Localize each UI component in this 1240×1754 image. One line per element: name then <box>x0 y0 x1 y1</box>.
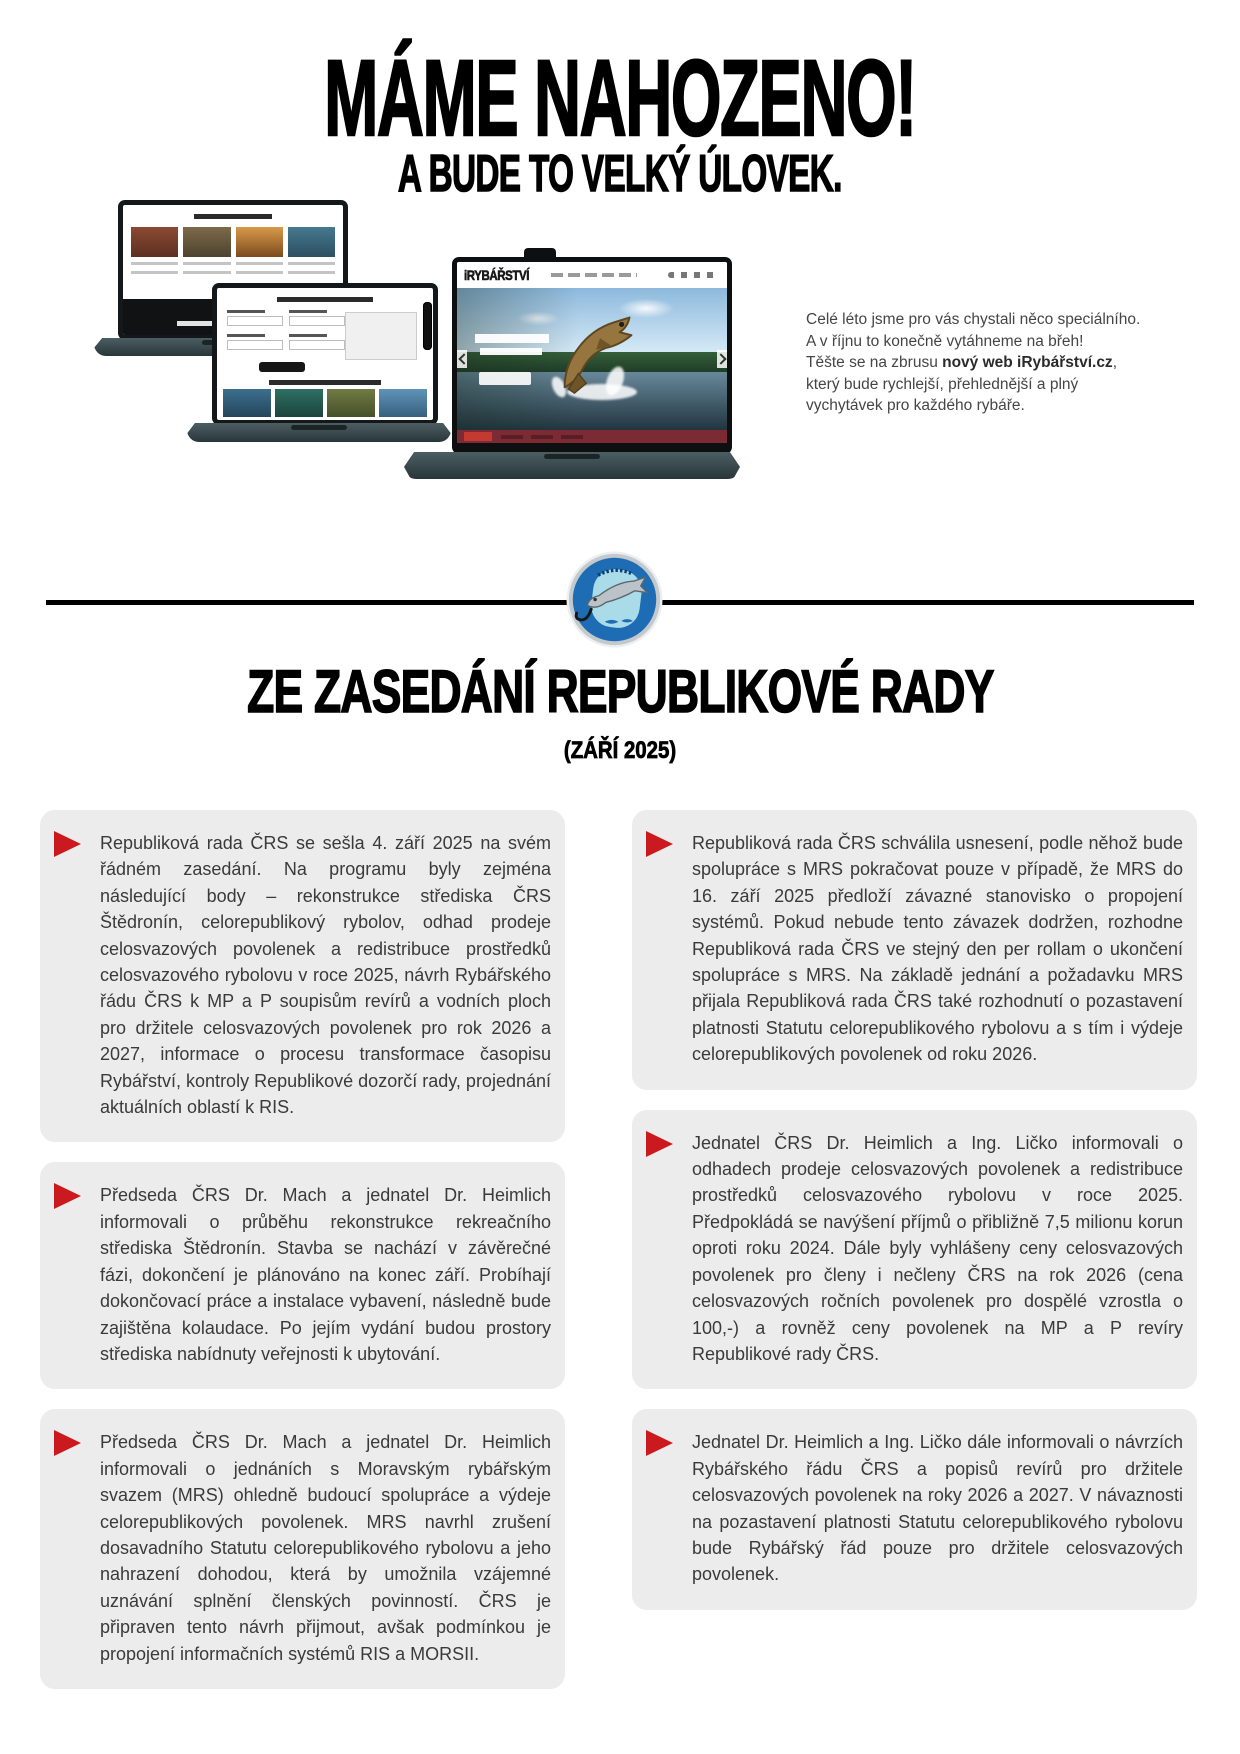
mock-input-field <box>227 310 283 327</box>
thumbnail-placeholder <box>223 389 271 417</box>
bullet-triangle-icon <box>54 831 81 857</box>
mock-submit-button <box>259 362 305 372</box>
news-column-left <box>40 810 565 1709</box>
article-card-placeholder <box>288 227 335 285</box>
news-item <box>632 1110 1197 1390</box>
nav-menu-placeholder <box>551 273 637 277</box>
news-item <box>632 1409 1197 1609</box>
headline-text: MÁME NAHOZENO! <box>324 37 916 158</box>
crs-fish-logo <box>566 551 663 648</box>
laptop-middle-screen <box>217 288 433 420</box>
news-item <box>40 1409 565 1689</box>
intro-line: který bude rychlejší, přehlednější a plný <box>806 375 1079 393</box>
website-hero <box>457 288 727 430</box>
carousel-left-arrow-icon <box>457 350 467 368</box>
section-subtitle-text: (ZÁŘÍ 2025) <box>563 737 677 764</box>
intro-line: , <box>1112 354 1117 372</box>
news-item-text: Předseda ČRS Dr. Mach a jednatel Dr. Heimlich informovali o průběhu rekonstrukce rekreačního střediska Štědronín. Stavba se nachází v závěrečné fázi, dokončení je plánováno na konec září. Probíhají dokončovací práce a instalace vybavení, následně bude zajištěna kolaudace. Po jejím vydání budou prostory střediska nabídnuty veřejnosti k ubytování. <box>100 1185 551 1364</box>
intro-line: Těšte se na zbrusu <box>806 354 943 372</box>
mock-input-field <box>289 334 345 351</box>
thumbnail-placeholder <box>327 389 375 417</box>
intro-line: Celé léto jsme pro vás chystali něco speciálního. <box>806 311 1141 328</box>
intro-line: vychytávek pro každého rybáře. <box>806 397 1025 415</box>
laptop-front-base <box>404 452 740 479</box>
mock-page-title-bar <box>194 214 272 219</box>
intro-line: A v říjnu to konečně vytáhneme na břeh! <box>806 332 1084 350</box>
news-item-text: Republiková rada ČRS schválila usnesení, podle něhož bude spolupráce s MRS pokračovat pouze v případě, že MRS do 16. září 2025 předloží závazné stanovisko o propojení systémů. Pokud nebude tento závazek dodržen, rozhodne Republiková rada ČRS ve stejný den per rollam o ukončení spolupráce s MRS. Na základě jednání a požadavku MRS přijala Republiková rada ČRS také rozhodnutí o pozastavení platnosti Statutu celorepublikového rybolovu a s tím i výdeje celorepublikových povolenek od roku 2026. <box>692 833 1183 1065</box>
bullet-triangle-icon <box>646 831 673 857</box>
mock-textarea <box>345 312 417 360</box>
page-subheadline <box>0 145 1240 203</box>
hero-button-placeholder <box>479 372 531 385</box>
news-item <box>40 810 565 1142</box>
section-title <box>0 658 1240 725</box>
article-card-placeholder <box>236 227 283 285</box>
intro-paragraph <box>806 309 1142 417</box>
news-item <box>632 810 1197 1090</box>
laptop-front-screen <box>457 262 727 443</box>
subheadline-text: A BUDE TO VELKÝ ÚLOVEK. <box>398 145 842 203</box>
intro-bold-site-name: nový web iRybářství.cz <box>942 354 1113 372</box>
mock-section-heading-bar <box>269 380 381 385</box>
mock-input-field <box>227 334 283 351</box>
mock-form-fields <box>227 310 345 351</box>
news-item-text: Jednatel Dr. Heimlich a Ing. Ličko dále informovali o návrzích Rybářského řádu ČRS a popisů revírů pro držitele celosvazových povolenek na roky 2026 a 2027. V návaznosti na pozastavení platnosti Statutu celorepublikového rybolovu bude Rybářský řád pouze pro držitele celosvazových povolenek. <box>692 1432 1183 1585</box>
news-item-text: Předseda ČRS Dr. Mach a jednatel Dr. Heimlich informovali o jednáních s Moravským rybářským svazem (MRS) ohledně budoucí spolupráce a výdeje celorepublikových povolenek. MRS navrhl zrušení dosavadního Statutu celorepublikového rybolovu a jeho nahrazení dohodou, která by umožnila vzájemné uznávání splnění členských povinností. ČRS je připraven tento návrh přijmout, avšak podmínkou je propojení informačních systémů RIS a MORSII. <box>100 1432 551 1664</box>
mock-scrollbar <box>423 302 432 350</box>
site-logo: iRYBÁŘSTVÍ <box>464 267 530 283</box>
news-item <box>40 1162 565 1389</box>
hero-text-placeholder <box>475 334 549 358</box>
bullet-triangle-icon <box>646 1430 673 1456</box>
article-card-placeholder <box>183 227 230 285</box>
bullet-triangle-icon <box>54 1430 81 1456</box>
page-headline <box>0 37 1240 158</box>
news-item-text: Republiková rada ČRS se sešla 4. září 2025 na svém řádném zasedání. Na programu byly zejména následující body – rekonstrukce střediska ČRS Štědronín, celorepublikový rybolov, odhad prodeje celosvazových povolenek a redistribuce prostředků celosvazového rybolovu v roce 2025, návrh Rybářského řádu ČRS k MP a P soupisům revírů a vodních ploch pro držitele celosvazových povolenek pro rok 2026 a 2027, informace o procesu transformace časopisu Rybářství, kontroly Republikové dozorčí rady, projednání aktuálních oblastí k RIS. <box>100 833 551 1118</box>
laptop-middle <box>212 283 438 425</box>
mock-heading-bar <box>277 297 373 302</box>
bullet-triangle-icon <box>646 1131 673 1157</box>
laptop-front <box>452 257 732 454</box>
header-icons-placeholder <box>668 272 720 278</box>
thumbnail-placeholder <box>275 389 323 417</box>
jumping-carp-image <box>545 296 653 396</box>
thumbnail-row-placeholder <box>223 389 427 417</box>
section-title-text: ZE ZASEDÁNÍ REPUBLIKOVÉ RADY <box>246 658 994 725</box>
article-cards-placeholder <box>131 227 335 285</box>
section-subtitle <box>0 739 1240 763</box>
bullet-triangle-icon <box>54 1183 81 1209</box>
webcam-notch <box>524 248 556 260</box>
mock-input-field <box>289 310 345 327</box>
website-bottom-bar <box>457 430 727 443</box>
news-item-text: Jednatel ČRS Dr. Heimlich a Ing. Ličko informovali o odhadech prodeje celosvazových povolenek a redistribuce prostředků celosvazového rybolovu v roce 2025. Předpokládá se navýšení příjmů o přibližně 7,5 milionu korun oproti roku 2024. Dále byly vyhlášeny ceny celosvazových povolenek pro členy i nečleny ČRS na rok 2026 (cena celosvazových ročních povolenek pro dospělé vzrostla o 100,-) a rovněž ceny povolenek na MP a P revíry Republikové rady ČRS. <box>692 1132 1183 1364</box>
thumbnail-placeholder <box>379 389 427 417</box>
news-column-right <box>632 810 1197 1630</box>
website-header <box>457 262 727 288</box>
laptop-middle-base <box>187 423 451 442</box>
article-card-placeholder <box>131 227 178 285</box>
carousel-right-arrow-icon <box>717 350 727 368</box>
